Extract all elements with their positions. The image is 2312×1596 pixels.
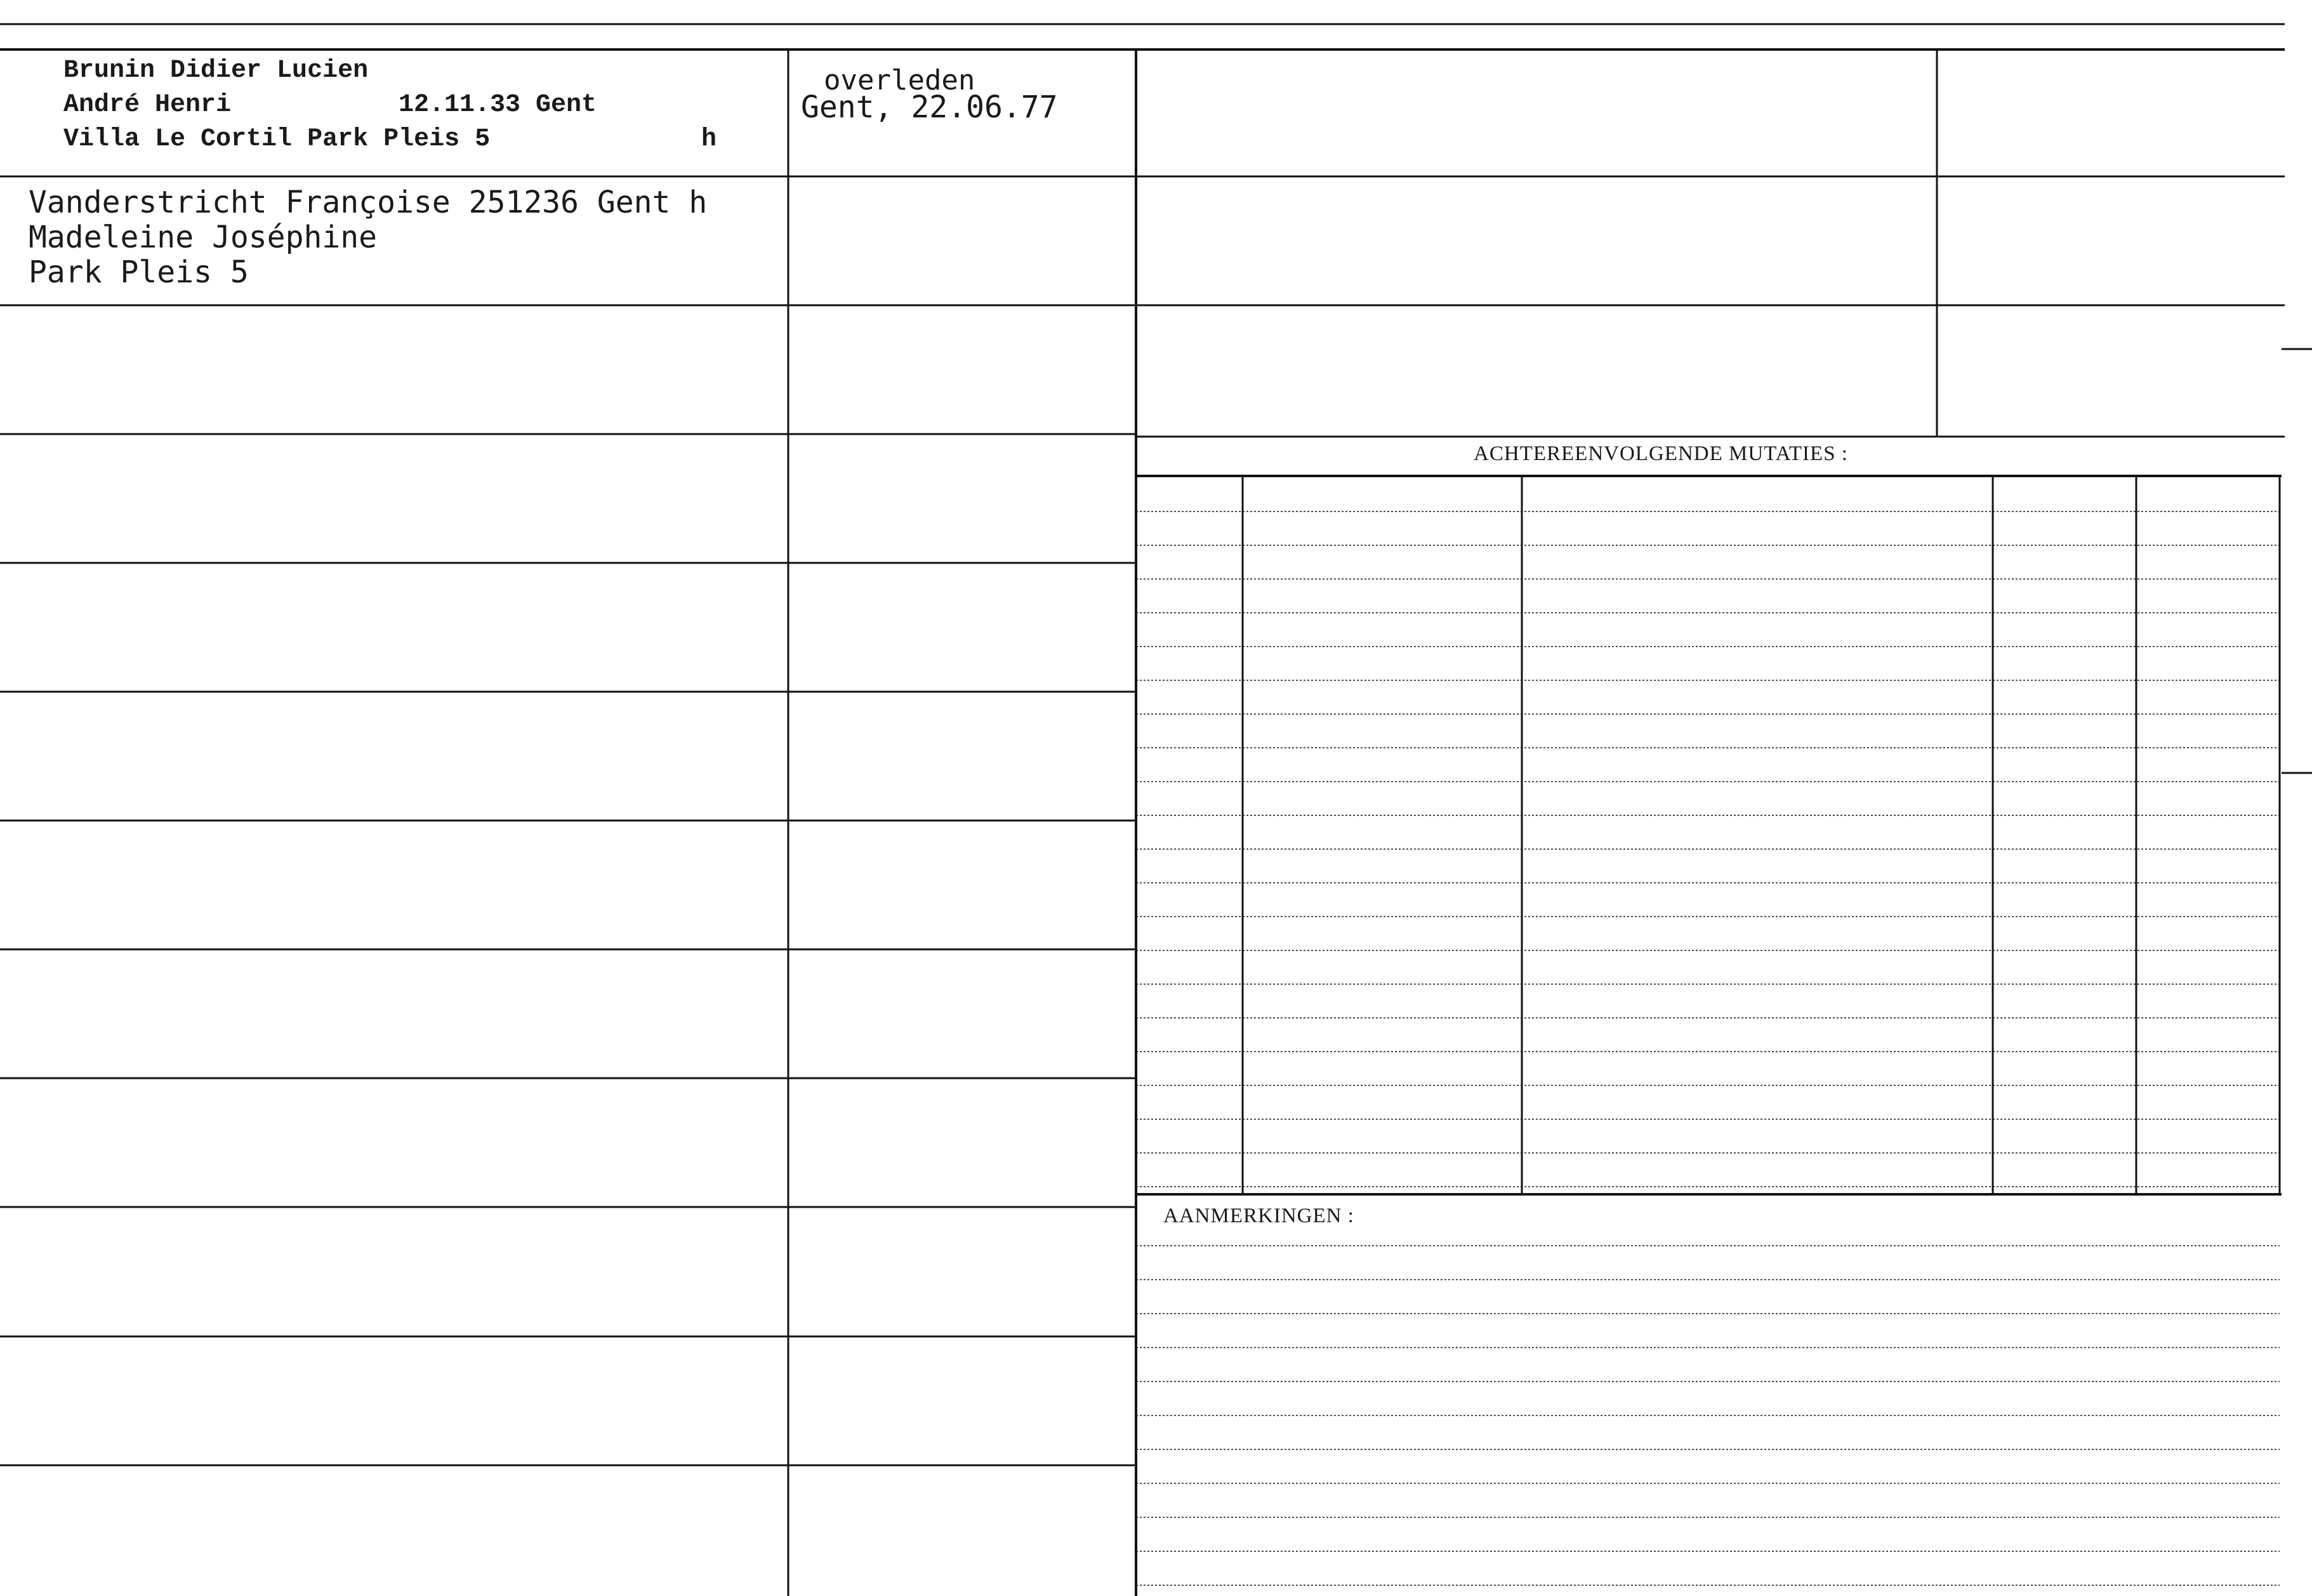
- person-2-name-line-2: Madeleine Joséphine: [29, 220, 378, 255]
- person-1-birth: 12.11.33 Gent: [399, 91, 597, 119]
- person-2-name-line-1: Vanderstricht Françoise 251236 Gent h: [29, 185, 708, 220]
- person-1-death-place-date: Gent, 22.06.77: [801, 89, 1058, 125]
- person-2-address: Park Pleis 5: [29, 254, 249, 290]
- person-1-name-line-1: Brunin Didier Lucien: [63, 56, 369, 85]
- mutations-header: ACHTEREENVOLGENDE MUTATIES :: [1474, 442, 1848, 465]
- person-1-address: Villa Le Cortil Park Pleis 5: [63, 125, 491, 154]
- person-1-status: overleden: [824, 64, 975, 96]
- remarks-header: AANMERKINGEN :: [1163, 1204, 1354, 1227]
- person-1-mark: h: [701, 125, 717, 154]
- person-1-name-line-2: André Henri: [63, 91, 232, 119]
